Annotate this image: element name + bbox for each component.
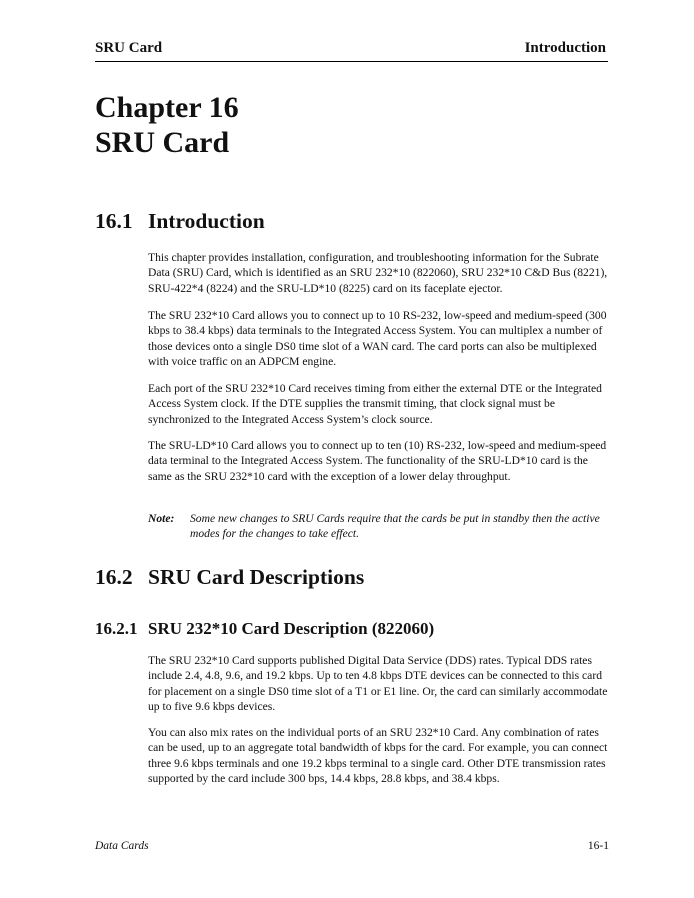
paragraph-mixed-rates: You can also mix rates on the individual ports of an SRU 232*10 Card. Any combination of rates can be used, up to an aggregate total bandwidth of kbps for the card. For example, you can connect three 9.6 kbps terminals and one 19.2 kbps terminal to a single card. Other DTE transmission rates supported by the card include 300 bps, 14.4 kbps, 28.8 kbps, and 38.4 kbps. [148, 726, 608, 785]
section-heading-16-1 [95, 209, 265, 234]
note [148, 511, 614, 542]
footer-left: Data Cards [95, 840, 149, 852]
section-title: Introduction [148, 209, 265, 233]
chapter-name: SRU Card [95, 126, 230, 159]
chapter-number: Chapter 16 [95, 91, 239, 124]
section-number: 16.1 [95, 209, 133, 233]
paragraph-sru232: The SRU 232*10 Card allows you to connect up to 10 RS-232, low-speed and medium-speed (300 kbps to 38.4 kbps) data terminals to the Integrated Access System. You can multiplex a number of those devices onto a single DS0 time slot of a WAN card. The card ports can also be multiplexed with voice traffic on an ADPCM engine. [148, 309, 607, 368]
paragraph-dds-rates: The SRU 232*10 Card supports published Digital Data Service (DDS) rates. Typical DDS rates include 2.4, 4.8, 9.6, and 19.2 kbps. Up to ten 4.8 kbps DTE devices can be connected to this card for placement on a single DS0 time slot of a T1 or E1 line. Or, the card can similarly accommodate up to five 9.6 kbps devices. [148, 654, 608, 713]
paragraph-intro: This chapter provides installation, configuration, and troubleshooting information for the Subrate Data (SRU) Card, which is identified as an SRU 232*10 (822060), SRU 232*10 C&D Bus (8221), SRU-422*4 (8224) and the SRU-LD*10 (8225) card on its faceplate ejector. [148, 251, 608, 295]
paragraph-sru-ld: The SRU-LD*10 Card allows you to connect up to ten (10) RS-232, low-speed and medium-speed data terminal to the Integrated Access System. The functionality of the SRU-LD*10 card is the same as the SRU 232*10 card with the exception of a lower delay throughput. [148, 439, 607, 483]
paragraph-timing: Each port of the SRU 232*10 Card receives timing from either the external DTE or the Integrated Access System clock. If the DTE supplies the transmit timing, that clock signal must be synchronized to the Integrated Access System’s clock source. [148, 382, 602, 426]
header-right: Introduction [524, 40, 606, 56]
page-number: 16-1 [587, 840, 609, 852]
chapter-title [95, 90, 239, 160]
section-heading-16-2 [95, 565, 364, 590]
section-number: 16.2 [95, 565, 133, 589]
note-label: Note: [148, 512, 175, 525]
header-rule [95, 61, 608, 62]
subsection-title: SRU 232*10 Card Description (822060) [148, 619, 435, 638]
note-text: Some new changes to SRU Cards require that the cards be put in standby then the active modes for the changes to take effect. [190, 512, 600, 541]
subsection-heading-16-2-1 [95, 619, 434, 639]
subsection-number: 16.2.1 [95, 619, 138, 638]
section-title: SRU Card Descriptions [148, 565, 365, 589]
header-left: SRU Card [95, 40, 163, 56]
page-header [95, 40, 606, 60]
